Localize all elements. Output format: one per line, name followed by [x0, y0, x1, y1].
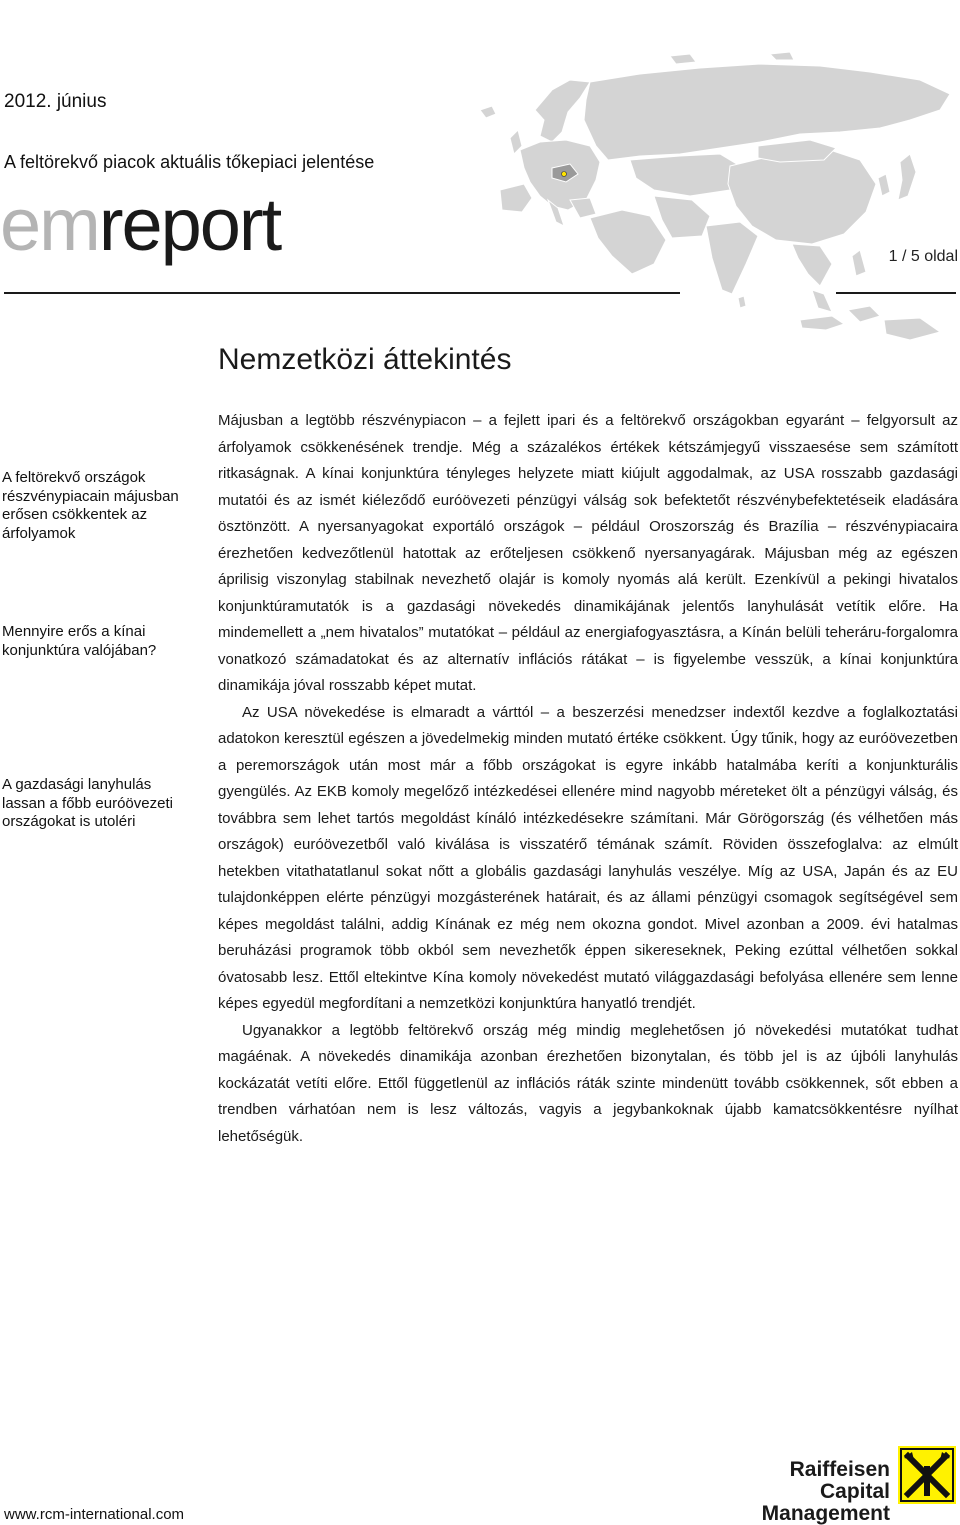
brand-em: em — [0, 183, 99, 266]
paragraph-2: Az USA növekedése is elmaradt a várttól – a beszerzési menedzser indextől kezdve a foglalkoztatási adatokon keresztül egészen a jövedelmekig minden mutató értéke csökkent. Úgy tűnik, hogy az euróövezetben a peremországok után most már a főbb országokat is egyre inkább hatalmába keríti a konjunkturális gyengülés. Az EKB komoly megelőző intézkedései ellenére mind nagyobb méreteket ölt a pénzügyi válság, és továbbra sem lehet tartós megoldást kínáló intézkedésekre számítani. Már Görögország (és vélhetően más országok) euróövezetből való kiválása is visszatérő témának számít. Röviden összefoglalva: az elmúlt hetekben vitathatatlanul sokat nőtt a globális gazdasági lanyhulás veszélye. Míg az USA, Japán és az EU tulajdonképpen elérte pénzügyi mozgásterének határait, és az állami pénzügyi csomagok segítségével sem képes megoldást találni, addig Kínának ez még nem okozna gondot. Mivel azonban a 2009. évi hatalmas beruházási programok több okból sem nevezhetők éppen sikereseknek, Peking ezúttal vélhetően sokkal óvatosabb lesz. Ettől eltekintve Kína komoly növekedést mutató világgazdasági befolyása ellenére sem lenne képes egyedül megfordítani a nemzetközi konjunktúra hanyatló trendjét. — [218, 703, 958, 1012]
header-rule-right — [836, 292, 956, 294]
report-subtitle: A feltörekvő piacok aktuális tőkepiaci jelentése — [4, 152, 375, 172]
footer-url: www.rcm-international.com — [4, 1506, 185, 1523]
logo-line-1: Raiffeisen — [789, 1458, 890, 1481]
paragraph-3: Ugyanakkor a legtöbb feltörekvő ország még mindig meglehetősen jó növekedési mutatókat tudhat magáénak. A növekedés dinamikája azonban érezhetően bizonytalan, és több jel is az újbóli lanyhulás kockázatát vetíti előre. Ettől függetlenül az inflációs ráták szinte mindenütt tovább csökkennek, sőt ebben a trendben várhatóan nem is lesz változás, vagyis a jegybankoknak újabb kamatcsökkentésre nyílhat lehetőségük. — [218, 1021, 958, 1145]
report-date: 2012. június — [4, 91, 107, 112]
brand-logo — [0, 180, 280, 270]
paragraph-1: Májusban a legtöbb részvénypiacon – a fejlett ipari és a feltörekvő országokban egyaránt – felgyorsult az árfolyamok csökkenésének trendje. Még a százalékos értékek kétszámjegyű visszaesése sem számított ritkaságnak. A kínai konjunktúra tényleges helyzete miatt kiújult aggodalmak, az USA rosszabb gazdasági mutatói és az ismét kiéleződő euróövezeti pénzügyi válság sok befektetőt részvénybefektetéseik eladására ösztönzött. A nyersanyagokat exportáló országok – például Oroszország és Brazília – részvénypiacaira érezhetően kedvezőtlenül hatottak az erőteljesen csökkenő nyersanyagárak. Májusban még az egészen áprilisig viszonylag stabilnak nevezhető olajár is komoly nyomás alá került. Ezenkívül a pekingi hivatalos konjunktúramutatók is a gazdasági növekedés dinamikájának jelentős lanyhulását vetítik előre. Ha mindemellett a „nem hivatalos” mutatókat – például az energiafogyasztásra, a Kínán belüli teheráru-forgalomra vonatkozó számadatokat és az alternatív inflációs rátákat – is figyelembe vesszük, a kínai konjunktúra dinamikája jóval rosszabb képet mutat. — [218, 412, 958, 694]
sidenote-3: A gazdasági lanyhulás lassan a főbb euróövezeti országokat is utoléri — [2, 776, 173, 830]
raiffeisen-logo-text — [686, 1459, 890, 1525]
logo-line-2: Capital Management — [761, 1480, 890, 1525]
sidenote-1: A feltörekvő országok részvénypiacain májusban erősen csökkentek az árfolyamok — [2, 469, 179, 542]
raiffeisen-gable-cross-icon — [898, 1446, 956, 1504]
page-indicator: 1 / 5 oldal — [888, 248, 958, 265]
section-title: Nemzetközi áttekintés — [218, 343, 512, 376]
sidenote-2: Mennyire erős a kínai konjunktúra valójában? — [2, 623, 157, 659]
header-rule-left — [4, 292, 680, 294]
article-body — [218, 408, 958, 1150]
brand-report: report — [98, 183, 281, 266]
eurasia-map — [440, 50, 960, 350]
